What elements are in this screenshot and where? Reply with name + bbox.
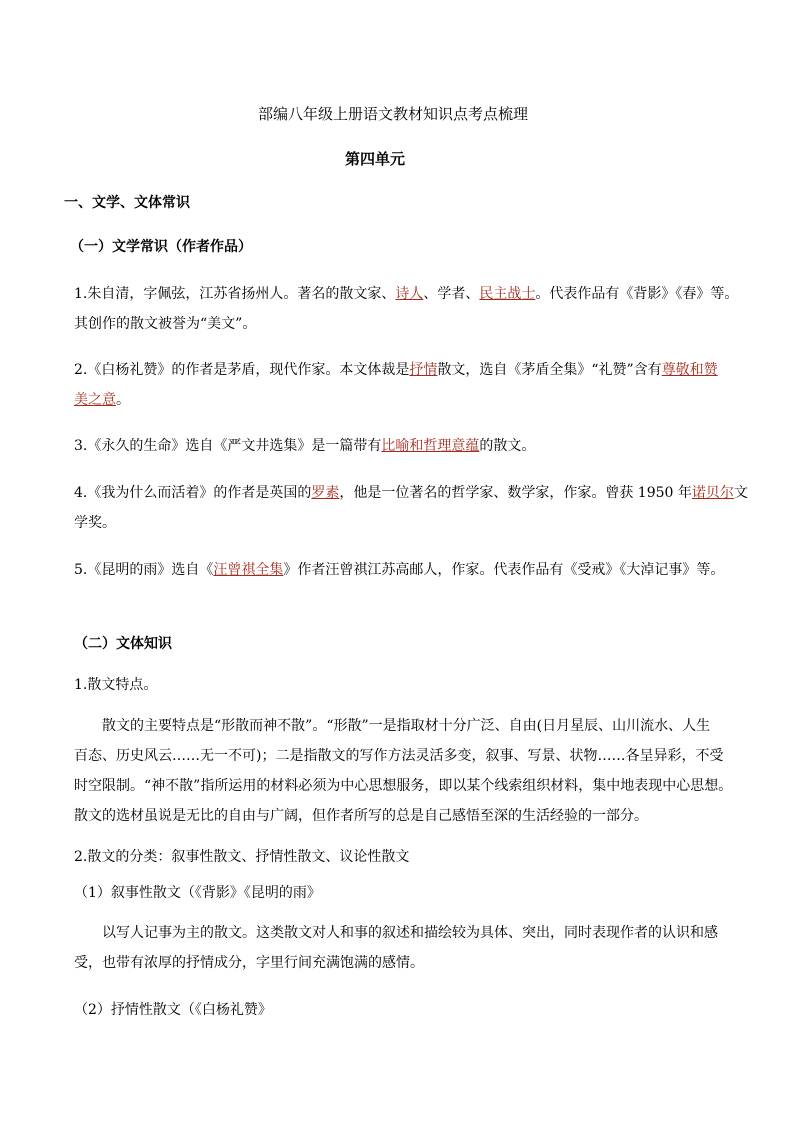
item-2-highlight-respect: 尊敬和赞 [661, 362, 718, 378]
item-4-highlight-russell: 罗素 [311, 485, 340, 501]
paragraph-2-sub-2: （2）抒情性散文（《白杨礼赞》 [74, 1002, 272, 1018]
item-2-text-c: 散文，选自《茅盾全集》“礼赞”含有 [437, 362, 662, 378]
item-1-highlight-democratic-fighter: 民主战士 [479, 286, 536, 302]
item-4-text-e: 文 [733, 485, 748, 501]
item-2-line-2 [74, 390, 130, 410]
item-1-text-c: 、学者、 [423, 286, 480, 302]
item-1-line-2: 其创作的散文被誉为“美文”。 [74, 316, 257, 332]
item-5-text-c: 》作者汪曾祺江苏高邮人，作家。代表作品有《受戒》《大淖记事》等。 [283, 562, 725, 578]
paragraph-2-heading: 2.散文的分类：叙事性散文、抒情性散文、议论性散文 [74, 849, 410, 865]
subsection-heading-genre-knowledge: （二）文体知识 [74, 636, 172, 652]
item-2-text-f: 。 [116, 392, 130, 408]
item-1-text-e: 。代表作品有《背影》《春》等。 [535, 286, 739, 302]
paragraph-2-sub-1-line-2: 受，也带有浓厚的抒情成分，字里行间充满饱满的感情。 [74, 955, 424, 971]
item-2-highlight-lyric: 抒情 [409, 362, 438, 378]
paragraph-1-line-2: 百态、历史风云……无一不可)；二是指散文的写作方法灵活多变，叙事、写景、状物……各呈异彩，不受 [74, 748, 724, 764]
item-4-highlight-nobel: 诺贝尔 [691, 485, 734, 501]
item-2-text-a: 2.《白杨礼赞》的作者是茅盾，现代作家。本文体裁是 [74, 362, 410, 378]
item-3-text-a: 3.《永久的生命》选自《严文井选集》是一篇带有 [74, 438, 382, 454]
paragraph-1-heading: 1.散文特点。 [74, 677, 158, 693]
document-title: 部编八年级上册语文教材知识点考点梳理 [258, 105, 529, 123]
item-1-highlight-poet: 诗人 [395, 286, 424, 302]
item-4-line-2: 学奖。 [74, 515, 116, 531]
item-4 [74, 483, 748, 503]
item-1 [74, 284, 738, 304]
paragraph-1-line-1: 散文的主要特点是“形散而神不散”。“形散”一是指取材十分广泛、自由(日月星辰、山川流水、人生 [102, 718, 711, 734]
item-4-text-c: ，他是一位著名的哲学家、数学家，作家。曾获 1950 年 [339, 485, 692, 501]
paragraph-2-sub-1-line-1: 以写人记事为主的散文。这类散文对人和事的叙述和描绘较为具体、突出，同时表现作者的认识和感 [102, 925, 718, 941]
item-3 [74, 436, 535, 456]
paragraph-2-sub-1: （1）叙事性散文（《背影》《昆明的雨》 [74, 885, 321, 901]
item-3-text-c: 的散文。 [479, 438, 536, 454]
item-5-text-a: 5.《昆明的雨》选自《 [74, 562, 214, 578]
item-4-text-a: 4.《我为什么而活着》的作者是英国的 [74, 485, 312, 501]
item-2 [74, 360, 718, 380]
item-2-highlight-meaning: 美之意 [74, 392, 116, 408]
item-1-text-a: 1.朱自清，字佩弦，江苏省扬州人。著名的散文家、 [74, 286, 396, 302]
subsection-heading-literary-knowledge: （一）文学常识（作者作品） [70, 239, 252, 255]
paragraph-1-line-4: 散文的选材虽说是无比的自由与广阔，但作者所写的总是自己感悟至深的生活经验的一部分。 [74, 808, 648, 824]
item-5-highlight-collection: 汪曾祺全集 [213, 562, 284, 578]
paragraph-1-line-3: 时空限制。“神不散”指所运用的材料必须为中心思想服务，即以某个线索组织材料，集中地表现中心思想。 [74, 778, 733, 794]
item-3-highlight-metaphor: 比喻和哲理意蕴 [381, 438, 480, 454]
section-heading-literature: 一、文学、文体常识 [64, 195, 190, 211]
item-5 [74, 560, 724, 580]
unit-heading: 第四单元 [345, 150, 406, 168]
